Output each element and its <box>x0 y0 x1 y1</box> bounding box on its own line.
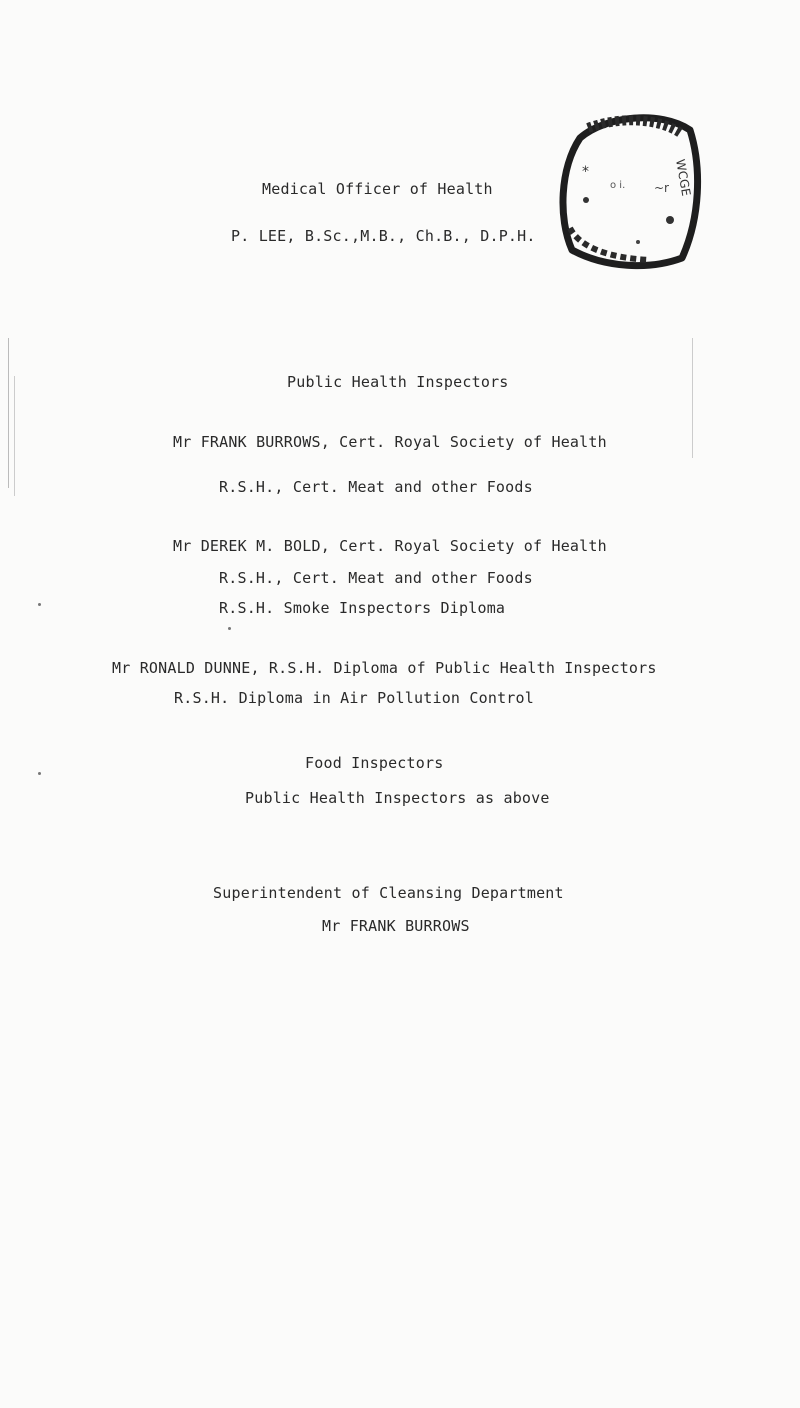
inspector-line: R.S.H. Smoke Inspectors Diploma <box>219 599 506 617</box>
inspector-line: Mr FRANK BURROWS, Cert. Royal Society of Health <box>173 433 607 451</box>
svg-text:o i.: o i. <box>610 180 626 191</box>
cleansing-heading: Superintendent of Cleansing Department <box>213 884 564 902</box>
svg-text:WCGE: WCGE <box>673 158 694 198</box>
margin-rule <box>8 338 9 488</box>
svg-text:~r: ~r <box>654 181 669 195</box>
medical-officer-name: P. LEE, B.Sc.,M.B., Ch.B., D.P.H. <box>231 227 536 245</box>
food-inspectors-text: Public Health Inspectors as above <box>245 789 550 807</box>
inspector-line: Mr RONALD DUNNE, R.S.H. Diploma of Public Health Inspectors <box>112 659 657 677</box>
speck <box>38 603 41 606</box>
inspectors-heading: Public Health Inspectors <box>287 373 509 391</box>
food-inspectors-heading: Food Inspectors <box>305 754 444 772</box>
speck <box>38 772 41 775</box>
cleansing-name: Mr FRANK BURROWS <box>322 917 470 935</box>
inspector-line: R.S.H. Diploma in Air Pollution Control <box>174 689 534 707</box>
inspector-line: R.S.H., Cert. Meat and other Foods <box>219 478 533 496</box>
svg-text:*: * <box>582 164 589 180</box>
library-stamp-icon <box>550 108 702 270</box>
speck <box>228 627 231 630</box>
medical-officer-title: Medical Officer of Health <box>262 180 493 198</box>
inspector-line: Mr DEREK M. BOLD, Cert. Royal Society of Health <box>173 537 607 555</box>
inspector-line: R.S.H., Cert. Meat and other Foods <box>219 569 533 587</box>
margin-rule <box>692 338 693 458</box>
margin-rule <box>14 376 15 496</box>
